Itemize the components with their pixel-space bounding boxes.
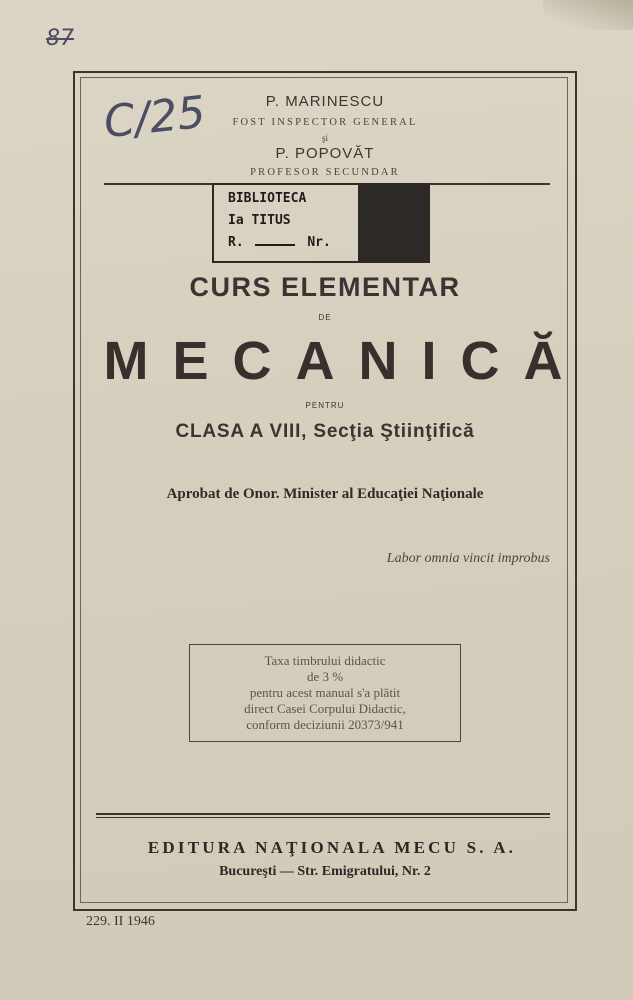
title-connector: DE xyxy=(318,313,332,322)
stamp-nr: Nr. xyxy=(307,235,331,250)
publisher-address: Bucureşti — Str. Emigratului, Nr. 2 xyxy=(219,864,431,879)
publisher-name: EDITURA NAŢIONALA MECU S. A. xyxy=(147,838,517,857)
tax-line-4: direct Casei Corpului Didactic, xyxy=(244,701,406,716)
motto: Labor omnia vincit improbus xyxy=(386,551,550,566)
handwritten-number: 87 xyxy=(46,26,74,51)
tax-line-5: conform deciziunii 20373/941 xyxy=(246,717,404,732)
title-pentru: PENTRU xyxy=(305,401,345,410)
main-title: MECANICĂ xyxy=(103,331,587,391)
author-2-name: P. POPOVĂT xyxy=(275,145,375,162)
publisher-rule-top xyxy=(96,813,550,815)
stamp-line-2: Ia TITUS xyxy=(228,213,291,228)
title-line-1: CURS ELEMENTAR xyxy=(189,272,461,302)
author-1-name: P. MARINESCU xyxy=(265,93,385,110)
tax-line-2: de 3 % xyxy=(306,669,344,684)
tax-notice-box xyxy=(189,644,461,742)
stamp-ink-block xyxy=(358,185,428,261)
library-stamp xyxy=(212,183,430,263)
class-line: CLASA A VIII, Secţia Ştiinţifică xyxy=(175,421,475,442)
stamp-line-3 xyxy=(228,235,331,250)
publisher-rule-bottom xyxy=(96,817,550,818)
author-1-role: FOST INSPECTOR GENERAL xyxy=(232,117,418,128)
conjunction: şi xyxy=(321,133,328,143)
handwritten-shelf-mark: C/25 xyxy=(101,86,208,149)
stamp-r: R. xyxy=(228,235,244,250)
approval-line: Aprobat de Onor. Minister al Educaţiei Naţionale xyxy=(166,486,484,502)
tax-line-3: pentru acest manual s'a plătit xyxy=(249,685,401,700)
author-2-role: PROFESOR SECUNDAR xyxy=(250,167,400,178)
stamp-line-1: BIBLIOTECA xyxy=(228,191,307,206)
tax-line-1: Taxa timbrului didactic xyxy=(264,653,386,668)
print-code: 229. II 1946 xyxy=(86,914,155,929)
page-shadow xyxy=(543,0,633,30)
